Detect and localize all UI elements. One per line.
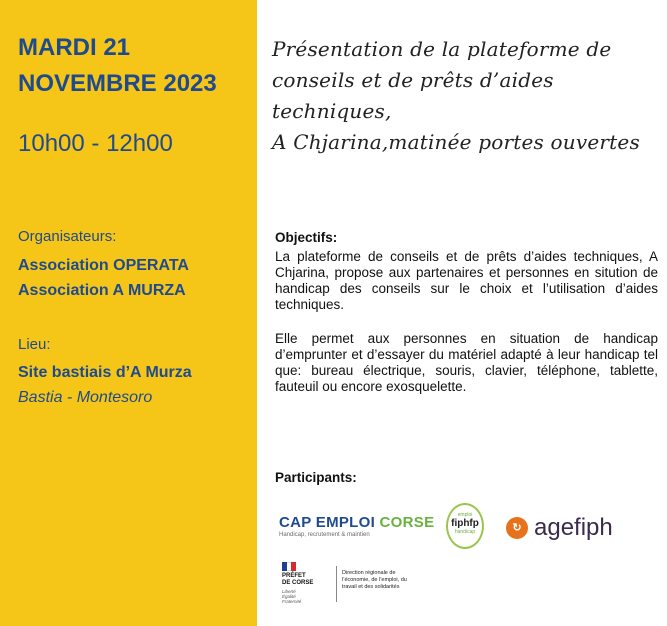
french-flag-icon: [282, 562, 296, 571]
left-info-panel: [0, 0, 257, 626]
organizers-label: Organisateurs:: [18, 228, 117, 245]
organizer-1: Association OPERATA: [18, 257, 189, 274]
location-city: Bastia - Montesoro: [18, 389, 153, 406]
participants-heading: Participants:: [275, 470, 357, 485]
objectives-paragraph-1: La plateforme de conseils et de prêts d’aides techniques, A Chjarina, propose aux partenaires et personnes en sitution de handicap des conseils sur le choix et l’utilisation d’aides techniques.: [275, 249, 658, 312]
event-date: [18, 30, 217, 102]
fiphfp-name: fiphfp: [451, 518, 479, 529]
prefet-corse-logo: [282, 562, 334, 604]
dreets-text: Direction régionale de l’économie, de l’emploi, du travail et des solidarités: [342, 570, 407, 590]
agefiph-circle-icon: ↻: [506, 517, 528, 539]
motto-line-1: Liberté: [282, 589, 296, 594]
fiphfp-top-text: emploi: [457, 512, 473, 518]
prefet-line-1: PRÉFET: [282, 573, 306, 579]
prefet-name: [282, 573, 334, 587]
organizer-2: Association A MURZA: [18, 282, 186, 299]
location-site: Site bastiais d’A Murza: [18, 364, 192, 381]
republic-motto: [282, 589, 334, 604]
organizers-list: [18, 253, 189, 303]
date-line-2: NOVEMBRE 2023: [18, 70, 217, 97]
date-line-1: MARDI 21: [18, 34, 131, 61]
cap-emploi-text: CAP EMPLOI: [279, 514, 376, 531]
title-line-1: Présentation de la plateforme de: [272, 37, 612, 61]
agefiph-name: agefiph: [534, 514, 613, 541]
objectives-heading: Objectifs:: [275, 230, 338, 245]
objectives-paragraph-2: Elle permet aux personnes en situation de handicap d’emprunter et d’essayer du matériel adapté à leur handicap tel que: bureau électrique, souris, clavier, téléphone, tablette, fauteuil ou encore exosquelette.: [275, 331, 658, 394]
motto-line-3: Fraternité: [282, 599, 302, 604]
title-line-2: conseils et de prêts d’aides techniques,: [272, 68, 554, 123]
agefiph-logo: [506, 514, 613, 542]
cap-emploi-logo: [279, 514, 434, 538]
cap-corse-text: CORSE: [379, 514, 435, 531]
event-time: 10h00 - 12h00: [18, 130, 173, 157]
fiphfp-bottom-text: handicap: [454, 529, 476, 535]
prefet-line-2: DE CORSE: [282, 580, 314, 586]
fiphfp-logo: [446, 503, 484, 549]
motto-line-2: Égalité: [282, 594, 296, 599]
location-label: Lieu:: [18, 336, 51, 353]
event-title: [272, 34, 658, 158]
logo-divider: [336, 566, 337, 602]
title-line-3: A Chjarina,matinée portes ouvertes: [272, 130, 640, 154]
cap-emploi-tagline: Handicap, recrutement & maintien: [279, 532, 370, 538]
